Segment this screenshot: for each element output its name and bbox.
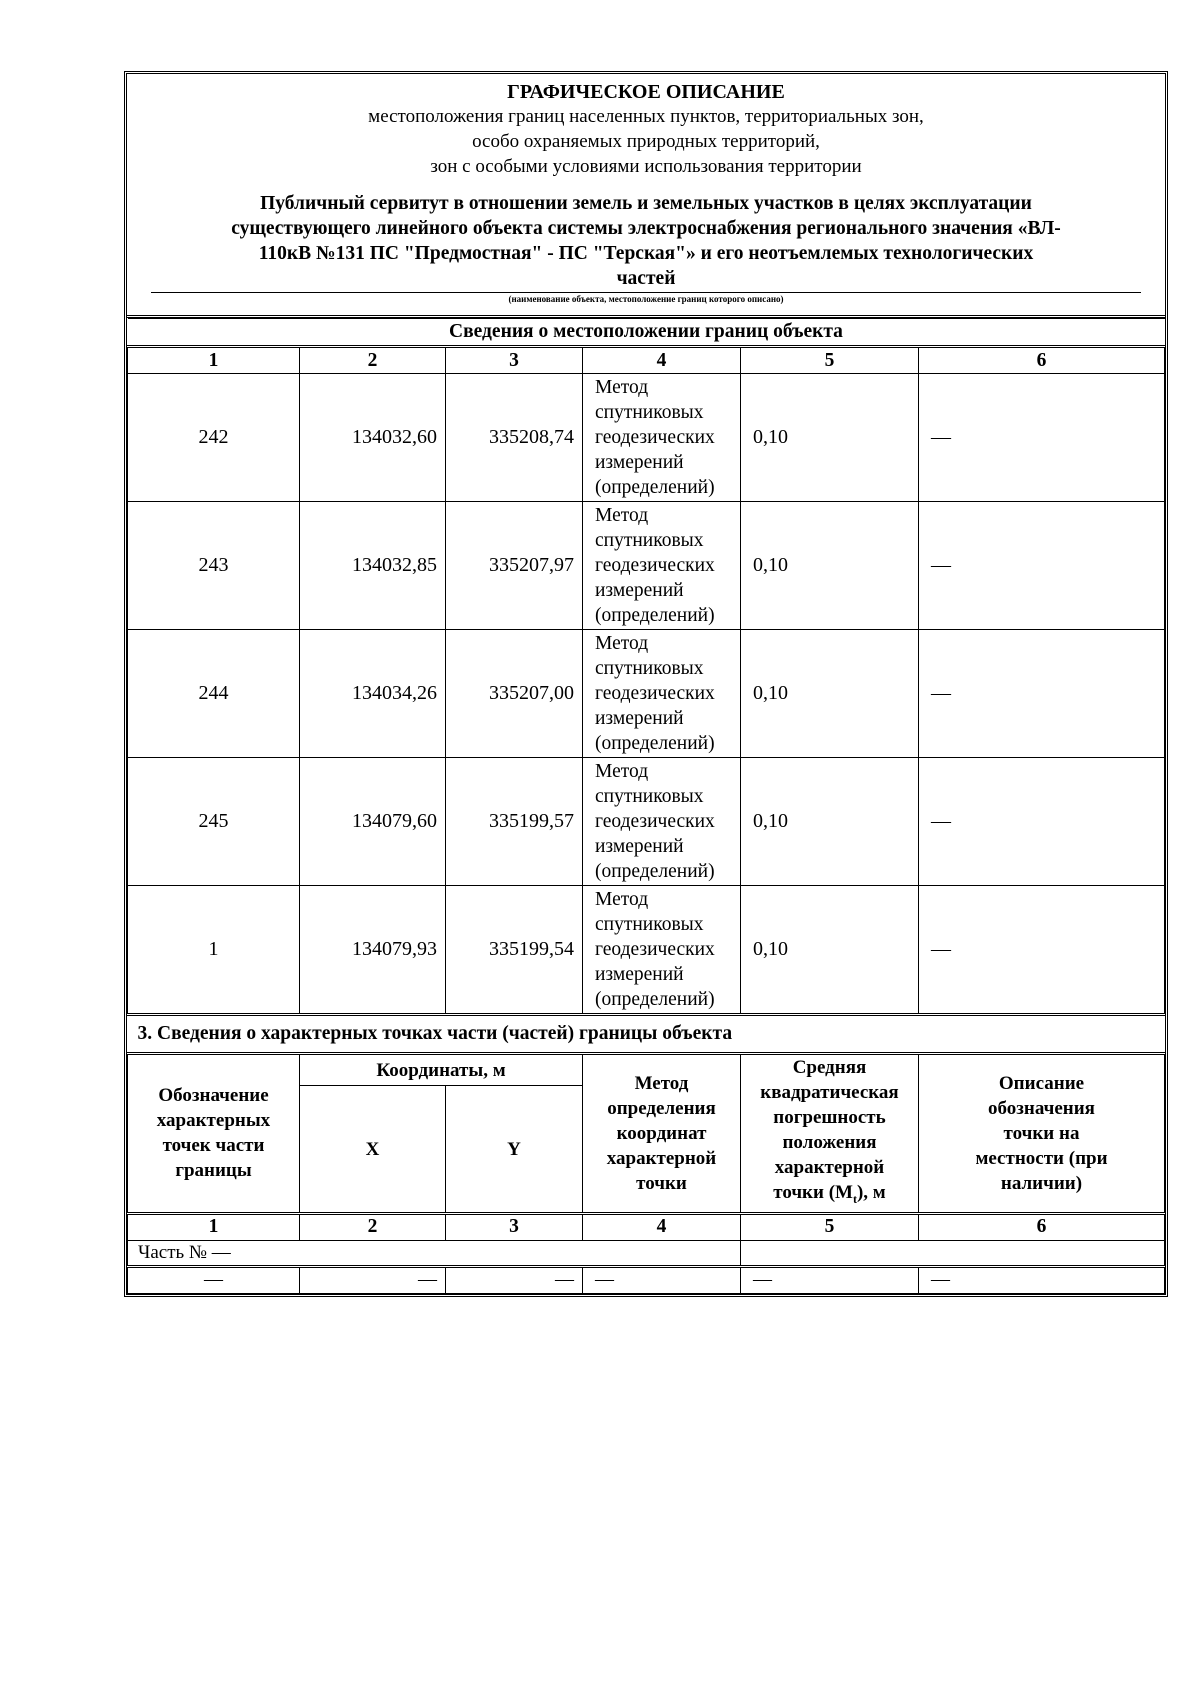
subtitle-line-3: зон с особыми условиями использования территории bbox=[430, 156, 862, 177]
header-description bbox=[919, 1054, 1165, 1214]
table-row bbox=[128, 630, 1165, 758]
method-cell bbox=[583, 758, 741, 886]
section3-title: 3. Сведения о характерных точках части (частей) границы объекта bbox=[128, 1015, 1165, 1054]
method-line: Метод bbox=[595, 761, 649, 782]
point-number: 1 bbox=[128, 886, 300, 1015]
part-point: — bbox=[128, 1266, 300, 1293]
header-text-part: ), м bbox=[856, 1182, 886, 1203]
part-row bbox=[128, 1266, 1165, 1293]
column-number: 3 bbox=[446, 1213, 583, 1240]
document-frame bbox=[124, 71, 1168, 1297]
method-cell bbox=[583, 630, 741, 758]
method-line: геодезических bbox=[595, 427, 715, 448]
table-row bbox=[128, 758, 1165, 886]
table-row bbox=[128, 374, 1165, 502]
method-line: Метод bbox=[595, 889, 649, 910]
table-row bbox=[128, 886, 1165, 1015]
column-number: 1 bbox=[128, 347, 300, 374]
subtitle-line-2: особо охраняемых природных территорий, bbox=[472, 131, 820, 152]
header-text bbox=[741, 1180, 918, 1212]
header-text: точек части bbox=[162, 1135, 265, 1157]
method-line: геодезических bbox=[595, 683, 715, 704]
method-line: измерений bbox=[595, 708, 684, 729]
point-number: 242 bbox=[128, 374, 300, 502]
header-error bbox=[741, 1054, 919, 1214]
part-description: — bbox=[919, 1266, 1165, 1293]
object-name-line-1: Публичный сервитут в отношении земель и земельных участков в целях эксплуатации bbox=[260, 193, 1032, 214]
header-text: определения bbox=[607, 1097, 716, 1119]
coordinate-y: 335199,54 bbox=[446, 886, 583, 1015]
coordinate-x: 134079,60 bbox=[300, 758, 446, 886]
object-name-line-2: существующего линейного объекта системы электроснабжения регионального значения «ВЛ- bbox=[231, 218, 1061, 239]
method-cell bbox=[583, 374, 741, 502]
column-number: 4 bbox=[583, 1213, 741, 1240]
point-description: — bbox=[919, 502, 1165, 630]
boundary-points-table bbox=[127, 318, 1165, 1294]
coordinate-x: 134034,26 bbox=[300, 630, 446, 758]
method-line: (определений) bbox=[595, 605, 715, 626]
method-line: Метод bbox=[595, 633, 649, 654]
object-name-caption: (наименование объекта, местоположение границ которого описано) bbox=[508, 294, 784, 304]
method-line: спутниковых bbox=[595, 658, 704, 679]
document-title: ГРАФИЧЕСКОЕ ОПИСАНИЕ bbox=[507, 81, 785, 103]
point-description: — bbox=[919, 374, 1165, 502]
point-description: — bbox=[919, 758, 1165, 886]
coordinate-x: 134032,60 bbox=[300, 374, 446, 502]
column-number: 4 bbox=[583, 347, 741, 374]
method-line: Метод bbox=[595, 377, 649, 398]
document-header bbox=[127, 74, 1165, 318]
method-line: спутниковых bbox=[595, 530, 704, 551]
header-text: характерной bbox=[606, 1147, 717, 1169]
header-text: Метод bbox=[634, 1072, 689, 1094]
column-number: 5 bbox=[741, 1213, 919, 1240]
header-text: Обозначение bbox=[158, 1085, 269, 1107]
header-text: Описание bbox=[998, 1072, 1085, 1094]
error-value: 0,10 bbox=[741, 502, 919, 630]
coordinate-y: 335207,00 bbox=[446, 630, 583, 758]
point-description: — bbox=[919, 630, 1165, 758]
column-number: 5 bbox=[741, 347, 919, 374]
method-line: (определений) bbox=[595, 989, 715, 1010]
header-text: координат bbox=[616, 1122, 707, 1144]
header-text: обозначения bbox=[988, 1097, 1095, 1119]
point-description: — bbox=[919, 886, 1165, 1015]
object-name bbox=[147, 191, 1145, 291]
subtitle-line-1: местоположения границ населенных пунктов, территориальных зон, bbox=[368, 106, 924, 127]
header-subscript: t bbox=[852, 1191, 857, 1206]
method-cell bbox=[583, 886, 741, 1015]
column-number: 2 bbox=[300, 347, 446, 374]
method-line: спутниковых bbox=[595, 914, 704, 935]
header-text: точки bbox=[636, 1172, 687, 1194]
column-number: 6 bbox=[919, 1213, 1165, 1240]
part-method: — bbox=[583, 1266, 741, 1293]
error-value: 0,10 bbox=[741, 374, 919, 502]
header-text: местности (при bbox=[975, 1147, 1108, 1169]
section3-header-row bbox=[128, 1054, 1165, 1086]
method-line: Метод bbox=[595, 505, 649, 526]
section2-title: Сведения о местоположении границ объекта bbox=[128, 319, 1165, 347]
header-text: характерной bbox=[774, 1157, 885, 1178]
error-value: 0,10 bbox=[741, 886, 919, 1015]
section3-column-number-row bbox=[128, 1213, 1165, 1240]
header-y: Y bbox=[446, 1086, 583, 1213]
method-line: геодезических bbox=[595, 555, 715, 576]
method-line: (определений) bbox=[595, 477, 715, 498]
part-label: Часть № — bbox=[128, 1240, 741, 1266]
column-number: 6 bbox=[919, 347, 1165, 374]
header-x: X bbox=[300, 1086, 446, 1213]
part-y: — bbox=[446, 1266, 583, 1293]
header-method bbox=[583, 1054, 741, 1214]
part-error: — bbox=[741, 1266, 919, 1293]
header-coordinates: Координаты, м bbox=[300, 1054, 583, 1086]
header-text: характерных bbox=[156, 1110, 271, 1132]
method-line: измерений bbox=[595, 836, 684, 857]
method-line: спутниковых bbox=[595, 402, 704, 423]
method-line: измерений bbox=[595, 964, 684, 985]
method-line: геодезических bbox=[595, 939, 715, 960]
header-text: границы bbox=[175, 1160, 252, 1182]
column-number-row bbox=[128, 347, 1165, 374]
method-line: геодезических bbox=[595, 811, 715, 832]
coordinate-y: 335199,57 bbox=[446, 758, 583, 886]
part-empty-cell bbox=[741, 1240, 1165, 1266]
header-text: квадратическая bbox=[760, 1082, 899, 1103]
method-line: спутниковых bbox=[595, 786, 704, 807]
method-line: измерений bbox=[595, 580, 684, 601]
method-cell bbox=[583, 502, 741, 630]
method-line: измерений bbox=[595, 452, 684, 473]
error-value: 0,10 bbox=[741, 630, 919, 758]
object-name-line-4: частей bbox=[616, 268, 676, 289]
coordinate-y: 335208,74 bbox=[446, 374, 583, 502]
table-row bbox=[128, 502, 1165, 630]
coordinate-x: 134032,85 bbox=[300, 502, 446, 630]
column-number: 3 bbox=[446, 347, 583, 374]
header-text-part: точки (M bbox=[773, 1182, 853, 1203]
header-text: точки на bbox=[1003, 1122, 1080, 1144]
point-number: 244 bbox=[128, 630, 300, 758]
method-line: (определений) bbox=[595, 861, 715, 882]
header-text: наличии) bbox=[1000, 1172, 1083, 1194]
column-number: 1 bbox=[128, 1213, 300, 1240]
header-text: погрешность bbox=[773, 1107, 886, 1128]
coordinate-y: 335207,97 bbox=[446, 502, 583, 630]
error-value: 0,10 bbox=[741, 758, 919, 886]
point-number: 245 bbox=[128, 758, 300, 886]
header-text: Средняя bbox=[792, 1057, 867, 1078]
part-x: — bbox=[300, 1266, 446, 1293]
header-point bbox=[128, 1054, 300, 1214]
object-name-line-3: 110кВ №131 ПС "Предмостная" - ПС "Терская"» и его неотъемлемых технологических bbox=[258, 243, 1034, 264]
coordinate-x: 134079,93 bbox=[300, 886, 446, 1015]
header-text: положения bbox=[782, 1132, 877, 1153]
column-number: 2 bbox=[300, 1213, 446, 1240]
point-number: 243 bbox=[128, 502, 300, 630]
method-line: (определений) bbox=[595, 733, 715, 754]
